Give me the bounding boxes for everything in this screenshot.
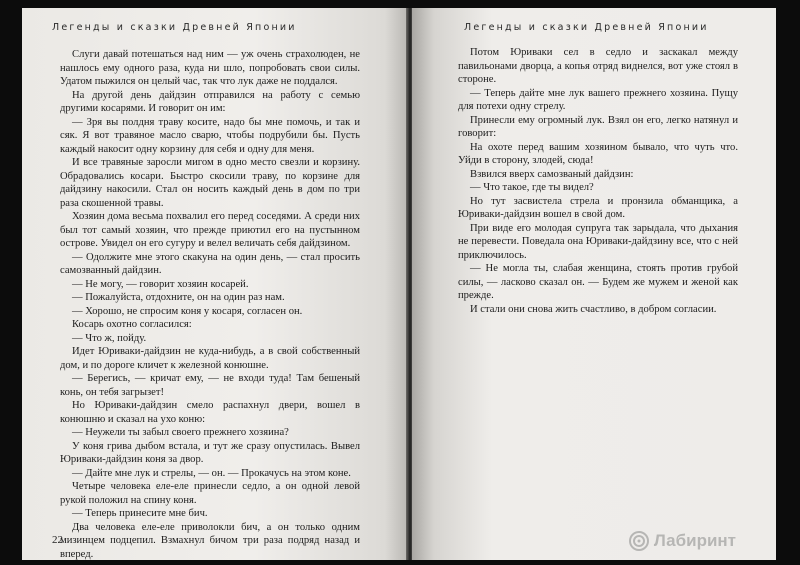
right-page-text	[458, 46, 738, 316]
paragraph: И стали они снова жить счастливо, в добром согласии.	[470, 303, 717, 315]
running-head-left: Легенды и сказки Древней Японии	[52, 22, 297, 33]
watermark	[628, 530, 736, 552]
paragraph: — Что такое, где ты видел?	[470, 182, 594, 193]
labyrinth-logo-icon	[628, 530, 650, 552]
paragraph: И все травяные заросли мигом в одно место свезли и корзину. Обрадовались косари. Быстро скосили траву, по корзине для дайдзину накосили. Стал он носить каждый день в дом по три раза скошенной травы.	[60, 157, 360, 209]
paragraph: Принесли ему огромный лук. Взял он его, легко натянул и говорит:	[458, 114, 738, 139]
paragraph: — Не могу, — говорит хозяин косарей.	[72, 278, 249, 290]
paragraph: На охоте перед вашим хозяином бывало, что чуть что. Уйди в сторону, злодей, сюда!	[458, 141, 738, 166]
paragraph: — Не могла ты, слабая женщина, стоять против грубой силы, — ласково сказал он. — Будем же мужем и женой как прежде.	[458, 263, 738, 301]
paragraph: — Пожалуйста, отдохните, он на один раз нам.	[72, 292, 285, 303]
paragraph: На другой день дайдзин отправился на работу с семью другими косарями. И говорит он им:	[60, 89, 360, 114]
paragraph: — Теперь дайте мне лук вашего прежнего хозяина. Пущу для потехи одну стрелу.	[458, 87, 738, 112]
paragraph: Потом Юриваки сел в седло и заскакал между павильонами дворца, а копья отряд виднелся, вот уже стоял в стороне.	[458, 47, 738, 85]
running-head-right: Легенды и сказки Древней Японии	[464, 22, 709, 33]
paragraph: При виде его молодая супруга так зарыдала, что дыхания не перевести. Поведала она Юриваки-дайдзину все, что с ней приключилось.	[458, 222, 738, 261]
paragraph: Но Юриваки-дайдзин смело распахнул двери, вошел в конюшню и сказал на ухо коню:	[60, 400, 360, 425]
paragraph: — Что ж, пойду.	[72, 332, 147, 344]
right-page	[412, 8, 776, 560]
watermark-label: Лабиринт	[653, 531, 736, 550]
paragraph: Два человека еле-еле приволокли бич, а он только одним мизинцем подцепил. Взмахнул бичом три раза подряд назад и вперед.	[60, 521, 360, 560]
paragraph: Косарь охотно согласился:	[72, 319, 192, 330]
paragraph: Хозяин дома весьма похвалил его перед соседями. А среди них был тот самый хозяин, что прежде приютил его на пустынном острове. Увидел он его сугуру и велел величать себя дайдзином.	[60, 211, 360, 249]
paragraph: Но тут засвистела стрела и пронзила обманщика, а Юриваки-дайдзин вошел в свой дом.	[458, 195, 738, 220]
paragraph: — Одолжите мне этого скакуна на один день, — стал просить самозванный дайдзин.	[60, 251, 360, 276]
paragraph: — Теперь принесите мне бич.	[72, 508, 208, 519]
paragraph: — Берегись, — кричат ему, — не входи туда! Там бешеный конь, он тебя загрызет!	[60, 373, 360, 398]
paragraph: — Дайте мне лук и стрелы, — он. — Прокачусь на этом коне.	[72, 467, 351, 479]
paragraph: — Зря вы полдня траву косите, надо бы мне помочь, и так и сяк. Я вот травяное масло сварю, чтобы подрубили бы. Пусть каждый накосит одну корзину для себя и одну для меня.	[60, 116, 360, 155]
paragraph: Идет Юриваки-дайдзин не куда-нибудь, а в свой собственный дом, и по дороге кличет к железной конюшне.	[60, 346, 360, 371]
paragraph: — Неужели ты забыл своего прежнего хозяина?	[72, 427, 289, 438]
paragraph: Четыре человека еле-еле принесли седло, а он одной левой рукой положил на спину коня.	[60, 481, 360, 506]
paragraph: — Хорошо, не спросим коня у косаря, согласен он.	[72, 305, 303, 317]
left-page-text	[60, 48, 360, 560]
paragraph: Слуги давай потешаться над ним — уж очень страхолюден, не нашлось ему одного раза, куда ни шло, попробовать свои силы. Удатом пыжился он целый час, так что лук даже не поддался.	[60, 49, 360, 87]
left-page	[22, 8, 408, 560]
paragraph: У коня грива дыбом встала, и тут же сразу опустилась. Вывел Юриваки-дайдзин коня за двор.	[60, 440, 360, 465]
page-number-left: 22	[52, 534, 63, 546]
paragraph: Взвился вверх самозваный дайдзин:	[470, 168, 634, 180]
